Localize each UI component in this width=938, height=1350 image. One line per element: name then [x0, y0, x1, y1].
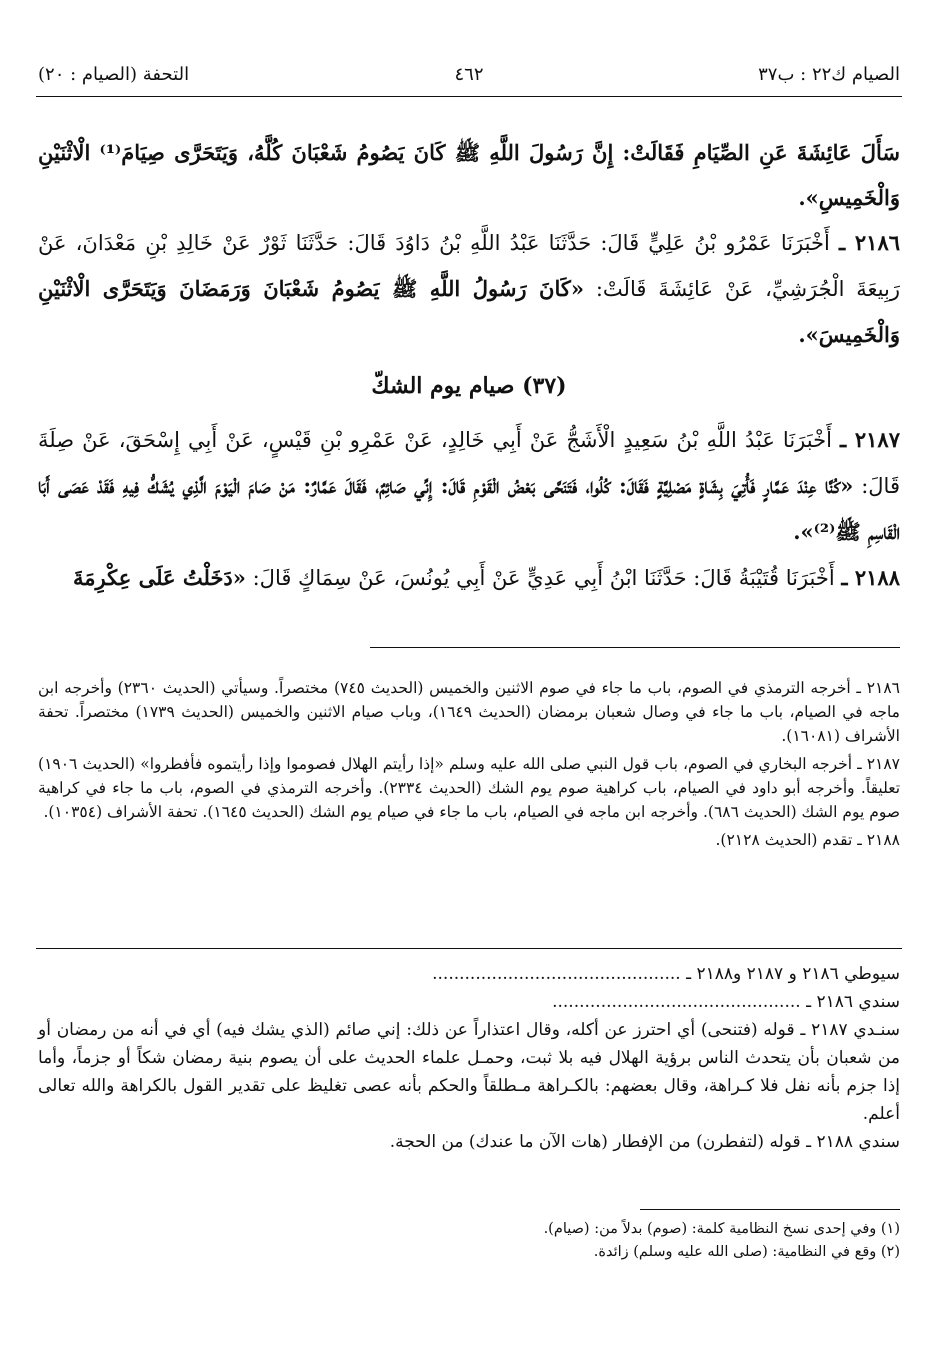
leader-dots: .............................................. [552, 992, 801, 1012]
hadith-continuation: سَأَلَ عَائِشَةَ عَنِ الصِّيَامِ فَقَالَتْ: إِنَّ رَسُولَ اللَّهِ ﷺ كَانَ يَصُومُ شَعْبَانَ كُلَّهُ، وَيَتَحَرَّى صِيَامَ⁽¹⁾ الْاثْنَيْنِ وَالْخَمِيسِ». [38, 140, 900, 210]
matn: «دَخَلْتُ عَلَى عِكْرِمَةَ [73, 565, 246, 590]
suyuti-label: سيوطي ٢١٨٦ و ٢١٨٧ و٢١٨٨ ـ [686, 964, 900, 984]
suyuti-line [38, 960, 900, 988]
footnote-1: (١) وفي إحدى نسخ النظامية كلمة: (صوم) بدلاً من: (صيام). [543, 1221, 900, 1237]
sindi-2188: سندي ٢١٨٨ ـ قوله (لتفطرن) من الإفطار (هات الآن ما عندك) من الحجة. [389, 1132, 900, 1152]
isnad: أَخْبَرَنَا عَبْدُ اللَّهِ بْنُ سَعِيدٍ الْأَشَجُّ عَنْ أَبِي خَالِدٍ، عَنْ عَمْرِو بْنِ قَيْسٍ، عَنْ أَبِي إِسْحَقَ، عَنْ صِلَةَ قَالَ: [38, 428, 900, 498]
sindi-2186-label: سندي ٢١٨٦ ـ [806, 992, 900, 1012]
hadith-2187 [38, 417, 900, 555]
footnotes [38, 1218, 900, 1264]
header-section-ref: الصيام ك٢٢ : ب٣٧ [758, 64, 900, 85]
notes-divider [370, 647, 900, 648]
hadith-number: ٢١٨٦ ـ [838, 230, 901, 255]
hadith-2186 [38, 220, 900, 358]
commentary-divider [36, 948, 902, 949]
footnote-2: (٢) وقع في النظامية: (صلى الله عليه وسلم) زائدة. [593, 1244, 900, 1260]
chapter-title: (٣٧) صيام يوم الشكّ [371, 373, 567, 399]
running-header [38, 64, 900, 94]
header-divider [36, 96, 902, 97]
sindi-2186-line [38, 988, 900, 1016]
note-2186: ٢١٨٦ ـ أخرجه الترمذي في الصوم، باب ما جاء في صوم الاثنين والخميس (الحديث ٧٤٥) مختصراً. وسيأتي (الحديث ٢٣٦٠) وأخرجه ابن ماجه في الصيام، باب ما جاء في وصال شعبان برمضان (الحديث ١٦٤٩)، وباب صيام الاثنين والخميس (الحديث ١٧٣٩) مختصراً. تحفة الأشراف (١٦٠٨١). [38, 679, 900, 745]
commentary [38, 960, 900, 1156]
takhrij-notes [38, 676, 900, 856]
hadith-number: ٢١٨٨ ـ [841, 565, 900, 590]
note-2188: ٢١٨٨ ـ تقدم (الحديث ٢١٢٨). [715, 831, 900, 849]
page-number: ٤٦٢ [454, 64, 484, 85]
leader-dots: .............................................. [432, 964, 681, 984]
isnad: أَخْبَرَنَا قُتَيْبَةُ قَالَ: حَدَّثَنَا ابْنُ أَبِي عَدِيٍّ عَنْ أَبِي يُونُسَ، عَنْ سِمَاكٍ قَالَ: [252, 566, 835, 590]
matn: «كَانَ رَسُولُ اللَّهِ ﷺ يَصُومُ شَعْبَانَ وَرَمَضَانَ وَيَتَحَرَّى الْاثْنَيْنِ وَالْخَمِيسَ». [38, 276, 900, 347]
isnad: أَخْبَرَنَا عَمْرُو بْنُ عَلِيٍّ قَالَ: حَدَّثَنَا عَبْدُ اللَّهِ بْنُ دَاوُدَ قَالَ: حَدَّثَنَا ثَوْرٌ عَنْ خَالِدِ بْنِ مَعْدَانَ، عَنْ رَبِيعَةَ الْجُرَشِيِّ، عَنْ عَائِشَةَ قَالَتْ: [38, 231, 900, 301]
hadith-text [38, 130, 900, 601]
hadith-number: ٢١٨٧ ـ [840, 427, 900, 452]
matn: «كُنَّا عِنْدَ عَمَّارٍ فَأُتِيَ بِشَاةٍ مَصْلِيَّةٍ فَقَالَ: كُلُوا، فَتَنَحَّى بَعْضُ الْقَوْمِ قَالَ: إِنِّي صَائِمٌ، فَقَالَ عَمَّارٌ: مَنْ صَامَ الْيَوْمَ الَّذِي يُشَكُّ فِيهِ فَقَدْ عَصَى أَبَا الْقَاسِمِ ﷺ⁽²⁾». [38, 473, 900, 544]
note-2187: ٢١٨٧ ـ أخرجه البخاري في الصوم، باب قول النبي صلى الله عليه وسلم «إذا رأيتم الهلال فصوموا وإذا رأيتموه فأفطروا» (الحديث ١٩٠٦) تعليقاً. وأخرجه أبو داود في الصيام، باب كراهية صوم يوم الشك (الحديث ٢٣٣٤). وأخرجه الترمذي في الصوم، باب ما جاء في كراهية صوم يوم الشك (الحديث ٦٨٦). وأخرجه ابن ماجه في الصيام، باب ما جاء في صيام يوم الشك (الحديث ١٦٤٥). تحفة الأشراف (١٠٣٥٤). [38, 755, 901, 821]
hadith-2188 [38, 555, 900, 601]
header-tuhfa-ref: التحفة (الصيام : ٢٠) [38, 64, 190, 85]
sindi-2187: سنـدي ٢١٨٧ ـ قوله (فتنحى) أي احترز عن أكله، وقال اعتذاراً عن ذلك: إني صائم (الذي يشك فيه) أي في أنه من رمضان أو من شعبان بأن يتحدث الناس برؤية الهلال فيه بلا ثبت، وحمـل علماء الحديث على أن يصوم بنية رمضان شكاً أو جزماً، وأما إذا جزم بأنه نفل فلا كـراهة، وقال بعضهم: بالكـراهة مـطلقاً والحكم بأنه عصى تغليظ على تقدير القول بالكراهة والله تعالى أعلم. [38, 1020, 900, 1124]
footnotes-divider [640, 1209, 900, 1210]
